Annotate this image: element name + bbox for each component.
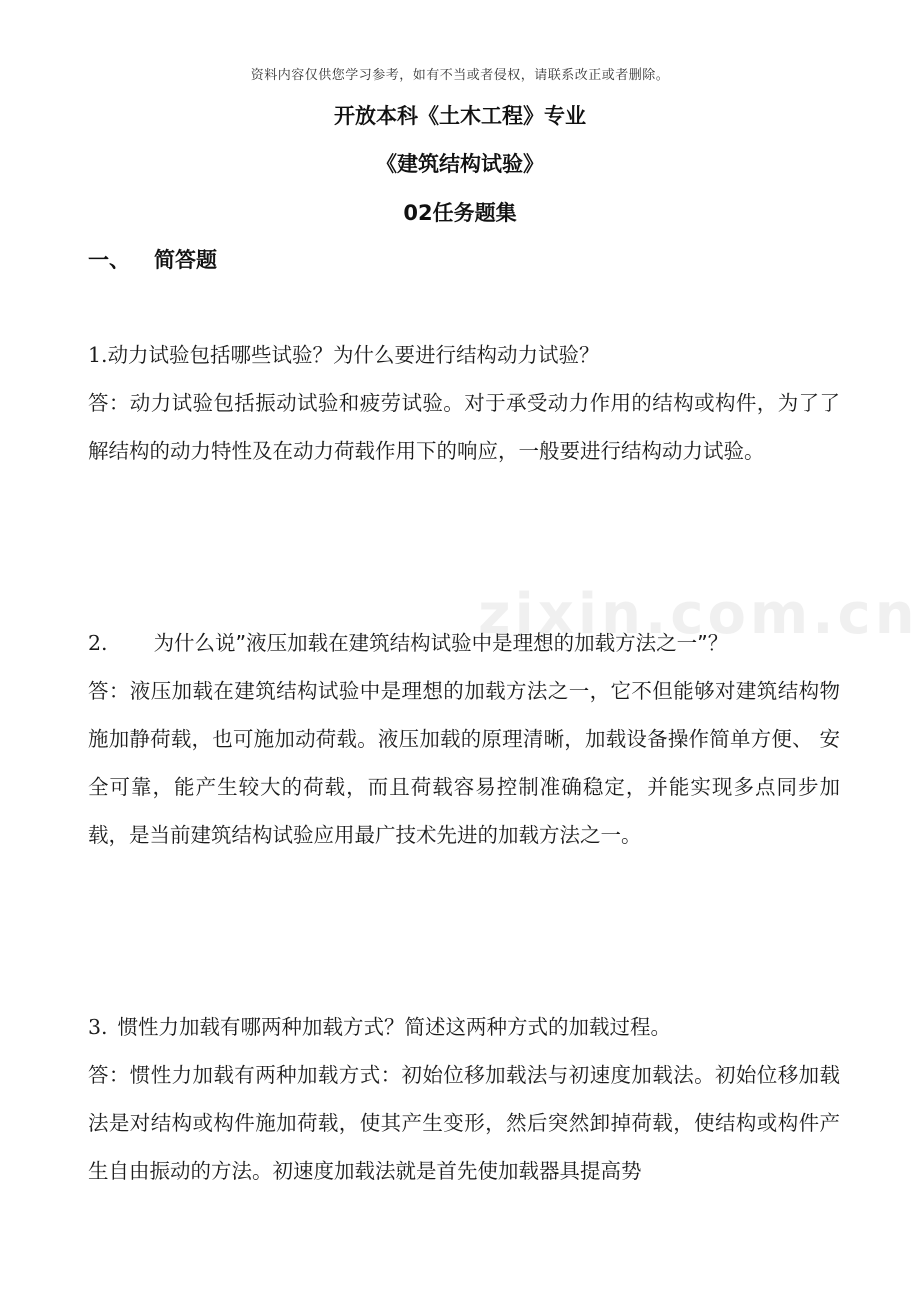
question-body: 为什么说”液压加载在建筑结构试验中是理想的加载方法之一”？ <box>153 631 729 655</box>
title-task-set: 02任务题集 <box>403 201 517 225</box>
section-number: 一、 <box>88 248 130 272</box>
question-block-2 <box>88 619 840 859</box>
title-program: 开放本科《土木工程》专业 <box>334 104 586 128</box>
question-number: 2. <box>88 631 108 655</box>
question-block-3 <box>88 1003 840 1195</box>
section-heading <box>88 244 217 274</box>
question-text <box>88 619 840 667</box>
question-number: 1. <box>88 343 108 367</box>
answer-text: 答：液压加载在建筑结构试验中是理想的加载方法之一，它不但能够对建筑结构物施加静荷载，也可施加动荷载。液压加载的原理清晰，加载设备操作简单方便、 安全可靠，能产生较大的荷载，而且荷载容易控制准确稳定，并能实现多点同步加载，是当前建筑结构试验应用最广技术先进的加载方法之一。 <box>88 679 840 847</box>
question-body: 惯性力加载有哪两种加载方式？简述这两种方式的加载过程。 <box>117 1015 672 1039</box>
question-number: 3. <box>88 1015 108 1039</box>
question-text <box>88 1003 840 1051</box>
answer-text: 答：动力试验包括振动试验和疲劳试验。对于承受动力作用的结构或构件，为了了解结构的动力特性及在动力荷载作用下的响应，一般要进行结构动力试验。 <box>88 391 840 463</box>
answer-text: 答：惯性力加载有两种加载方式：初始位移加载法与初速度加载法。初始位移加载法是对结构或构件施加荷载，使其产生变形，然后突然卸掉荷载，使结构或构件产生自由振动的方法。初速度加载法就是首先使加载器具提高势 <box>88 1063 840 1183</box>
question-block-1 <box>88 331 840 475</box>
question-text <box>88 331 840 379</box>
section-label: 简答题 <box>154 248 217 272</box>
watermark-text: zixin.com.cn <box>478 582 919 647</box>
title-course: 《建筑结构试验》 <box>376 152 544 176</box>
question-body: 动力试验包括哪些试验？为什么要进行结构动力试验？ <box>107 343 600 367</box>
disclaimer-header: 资料内容仅供您学习参考，如有不当或者侵权，请联系改正或者删除。 <box>250 68 670 83</box>
